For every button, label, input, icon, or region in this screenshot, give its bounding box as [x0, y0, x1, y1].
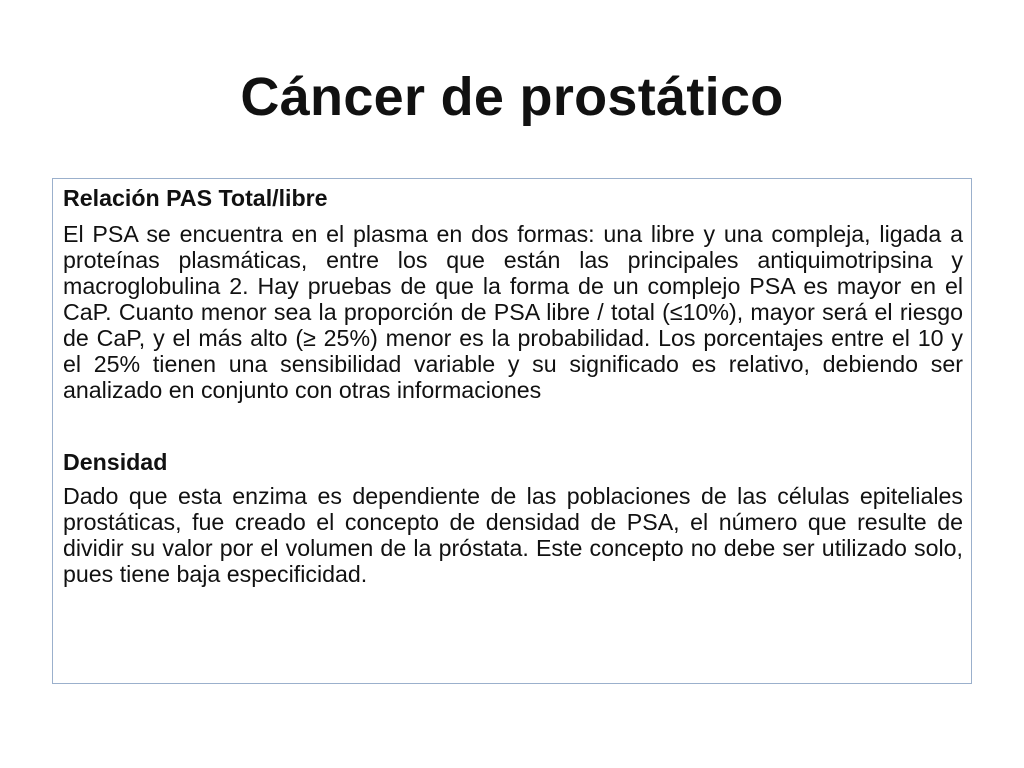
section-relacion-pas [63, 183, 963, 403]
content-box [52, 178, 972, 684]
section-heading-relacion-pas: Relación PAS Total/libre [63, 185, 328, 211]
slide-title: Cáncer de prostático [240, 67, 784, 127]
section-body-densidad: Dado que esta enzima es dependiente de las poblaciones de las células epiteliales prostáticas, fue creado el concepto de densidad de PSA, el número que resulte de dividir su valor por el volumen de la próstata. Este concepto no debe ser utilizado solo, pues tiene baja especificidad. [63, 483, 963, 587]
section-densidad [63, 447, 963, 587]
section-heading-densidad: Densidad [63, 449, 168, 475]
section-spacer [63, 403, 963, 447]
section-body-relacion-pas: El PSA se encuentra en el plasma en dos formas: una libre y una compleja, ligada a proteínas plasmáticas, entre los que están las principales antiquimotripsina y macroglobulina 2. Hay pruebas de que la forma de un complejo PSA es mayor en el CaP. Cuanto menor sea la proporción de PSA libre / total (≤10%), mayor será el riesgo de CaP, y el más alto (≥ 25%) menor es la probabilidad. Los porcentajes entre el 10 y el 25% tienen una sensibilidad variable y su significado es relativo, debiendo ser analizado en conjunto con otras informaciones [63, 221, 963, 403]
